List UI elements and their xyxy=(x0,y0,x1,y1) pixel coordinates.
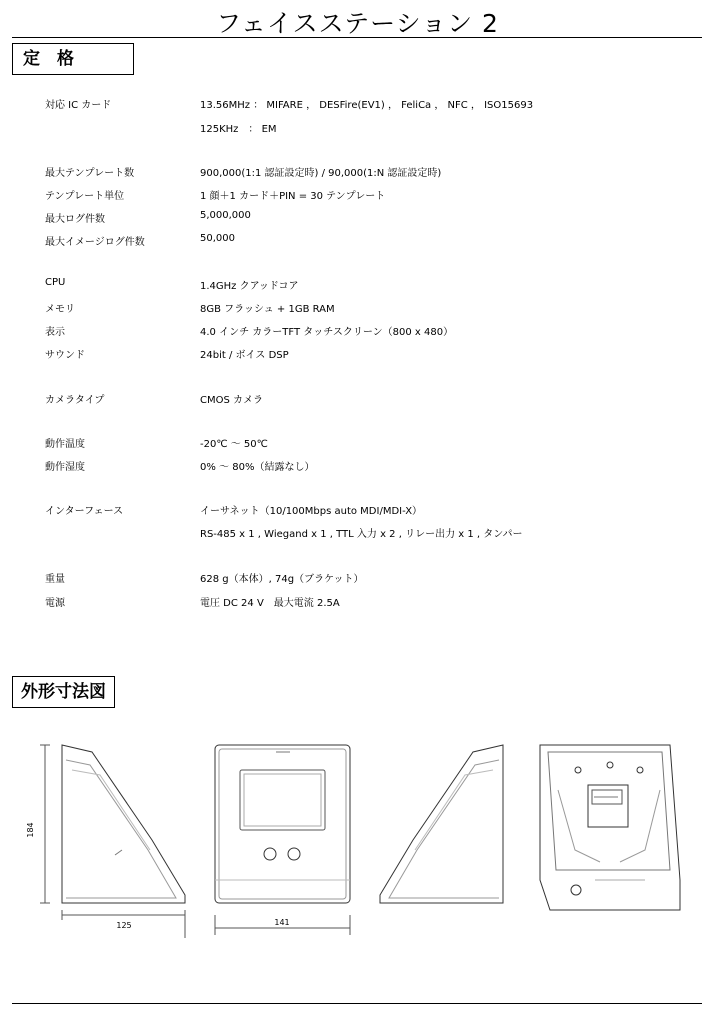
spec-label: 最大テンプレート数 xyxy=(45,168,135,179)
side-view-right xyxy=(380,745,503,903)
spec-label: 対応 IC カード xyxy=(45,100,112,111)
spec-value: 5,000,000 xyxy=(200,210,251,221)
dim-width-label: 141 xyxy=(274,918,290,927)
spec-value: 628 g（本体）, 74g（ブラケット） xyxy=(200,574,364,585)
spec-label: 最大イメージログ件数 xyxy=(45,237,145,248)
spec-label: インターフェース xyxy=(45,506,124,517)
dim-height-label: 184 xyxy=(26,822,35,838)
front-view xyxy=(215,745,350,935)
spec-label: テンプレート単位 xyxy=(45,191,125,202)
spec-label: 最大ログ件数 xyxy=(45,214,105,225)
back-view xyxy=(540,745,680,910)
dims-heading-text: 外形寸法図 xyxy=(21,682,106,702)
spec-label: カメラタイプ xyxy=(45,395,105,406)
spec-heading-text: 定 格 xyxy=(23,49,74,69)
bottom-rule xyxy=(12,1003,702,1004)
spec-value: 13.56MHz ： MIFARE ， DESFire(EV1) ， FeliCa ， NFC ， ISO15693 xyxy=(200,100,534,111)
spec-value: 24bit / ボイス DSP xyxy=(200,350,289,361)
spec-label: メモリ xyxy=(45,304,75,315)
spec-value: 50,000 xyxy=(200,233,235,244)
spec-value: 1.4GHz クアッドコア xyxy=(200,281,299,292)
spec-value: CMOS カメラ xyxy=(200,395,264,406)
side-view-left xyxy=(40,745,185,938)
spec-label: サウンド xyxy=(45,350,85,361)
spec-value: -20℃ ～ 50℃ xyxy=(200,439,268,450)
spec-value: RS-485 x 1 , Wiegand x 1 , TTL 入力 x 2 , リレー出力 x 1 , タンパー xyxy=(200,529,523,540)
spec-value: 0% ～ 80%（結露なし） xyxy=(200,462,315,473)
spec-label: CPU xyxy=(45,277,66,288)
spec-label: 表示 xyxy=(45,327,65,338)
spec-value: 8GB フラッシュ + 1GB RAM xyxy=(200,304,335,315)
spec-value: 900,000(1:1 認証設定時) / 90,000(1:N 認証設定時) xyxy=(200,168,442,179)
spec-label: 動作温度 xyxy=(45,439,85,450)
spec-value: 1 顔＋1 カード＋PIN = 30 テンプレート xyxy=(200,191,386,202)
spec-label: 動作湿度 xyxy=(45,462,85,473)
spec-label: 電源 xyxy=(45,598,65,609)
spec-label: 重量 xyxy=(45,574,65,585)
spec-value: 電圧 DC 24 V 最大電流 2.5A xyxy=(200,598,340,609)
spec-value: 4.0 インチ カラーTFT タッチスクリーン（800 x 480） xyxy=(200,327,454,338)
dim-depth-label: 125 xyxy=(116,921,132,930)
spec-value: イーサネット（10/100Mbps auto MDI/MDI-X） xyxy=(200,506,423,517)
page-title: フェイスステーション 2 xyxy=(216,9,499,38)
spec-value: 125KHz ： EM xyxy=(200,124,277,135)
